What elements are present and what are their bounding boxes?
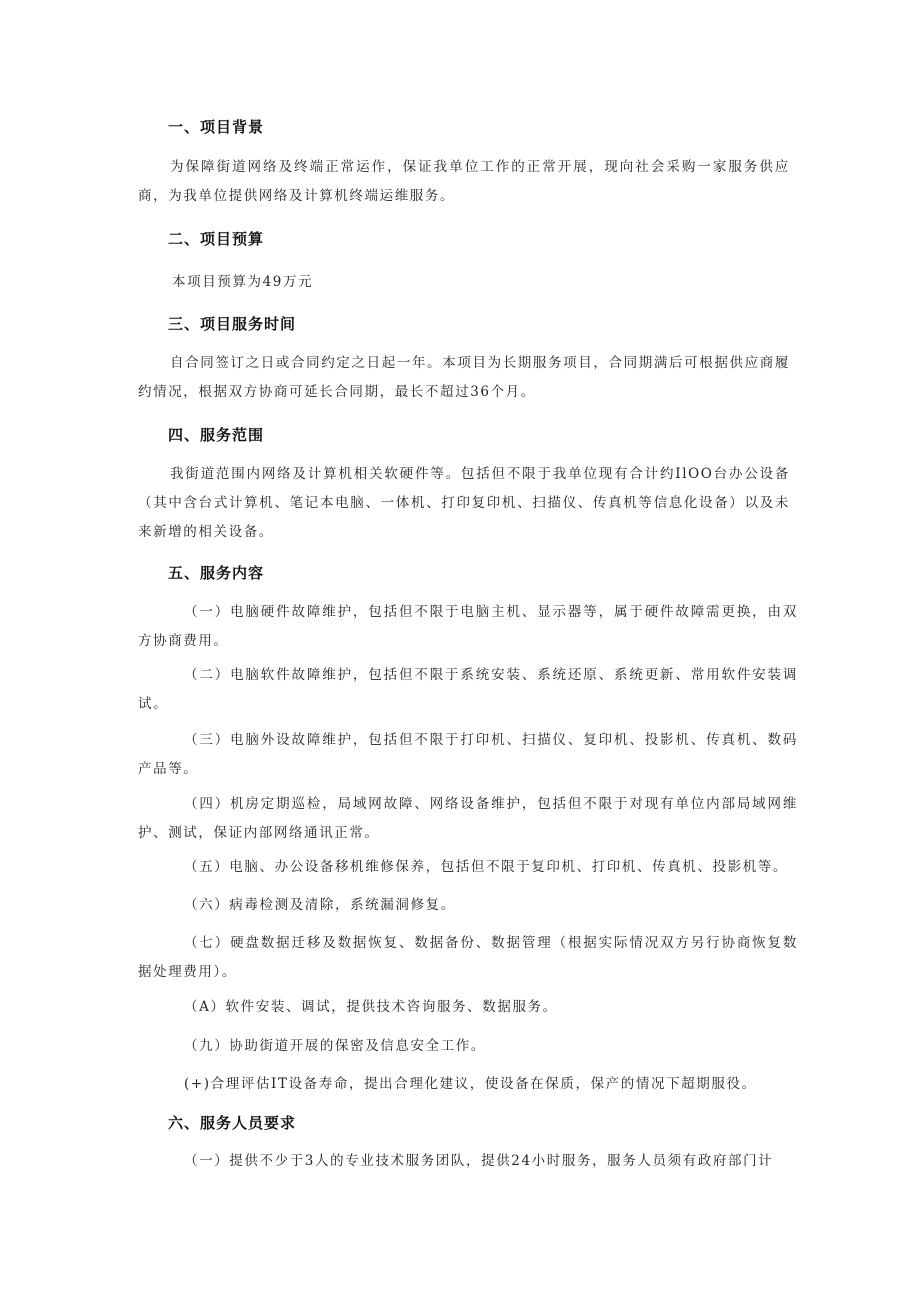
list-item: （七）硬盘数据迁移及数据恢复、数据备份、数据管理（根据实际情况双方另行协商恢复数据处理费用）。 bbox=[138, 935, 798, 980]
list-item: (+)合理评估IT设备寿命，提出合理化建议，使设备在保质，保产的情况下超期服役。 bbox=[184, 1076, 757, 1092]
paragraph-budget: 本项目预算为49万元 bbox=[172, 274, 314, 290]
section-heading-service-time: 三、项目服务时间 bbox=[168, 315, 297, 333]
section-heading-budget: 二、项目预算 bbox=[168, 230, 265, 248]
list-item: （一）电脑硬件故障维护，包括但不限于电脑主机、显示器等，属于硬件故障需更换，由双方协商费用。 bbox=[138, 604, 798, 649]
paragraph-service-scope: 我街道范围内网络及计算机相关软硬件等。包括但不限于我单位现有合计约IlOO台办公设备（其中含台式计算机、笔记本电脑、一体机、打印复印机、扫描仪、传真机等信息化设备）以及未来新增的相关设备。 bbox=[138, 466, 790, 540]
section-heading-service-scope: 四、服务范围 bbox=[168, 426, 265, 444]
list-item: （六）病毒检测及清除，系统漏洞修复。 bbox=[184, 897, 456, 913]
section-heading-staff-requirements: 六、服务人员要求 bbox=[168, 1114, 297, 1132]
paragraph-background: 为保障街道网络及终端正常运作，保证我单位工作的正常开展，现向社会采购一家服务供应商，为我单位提供网络及计算机终端运维服务。 bbox=[138, 159, 790, 204]
section-heading-service-content: 五、服务内容 bbox=[168, 564, 265, 582]
list-item: （九）协助街道开展的保密及信息安全工作。 bbox=[184, 1038, 486, 1054]
paragraph-service-time: 自合同签订之日或合同约定之日起一年。本项目为长期服务项目，合同期满后可根据供应商履约情况，根据双方协商可延长合同期，最长不超过36个月。 bbox=[138, 355, 790, 400]
list-item: （三）电脑外设故障维护，包括但不限于打印机、扫描仪、复印机、投影机、传真机、数码产品等。 bbox=[138, 732, 798, 777]
list-item: （五）电脑、办公设备移机维修保养，包括但不限于复印机、打印机、传真机、投影机等。 bbox=[184, 859, 788, 875]
list-item: （二）电脑软件故障维护，包括但不限于系统安装、系统还原、系统更新、常用软件安装调试。 bbox=[138, 667, 798, 712]
section-heading-background: 一、项目背景 bbox=[168, 118, 265, 136]
list-item: （四）机房定期巡检，局域网故障、网络设备维护，包括但不限于对现有单位内部局域网维护、测试，保证内部网络通讯正常。 bbox=[138, 796, 798, 841]
list-item: （A）软件安装、调试，提供技术咨询服务、数据服务。 bbox=[184, 999, 558, 1015]
list-item: （一）提供不少于3人的专业技术服务团队，提供24小时服务，服务人员须有政府部门计 bbox=[184, 1153, 774, 1169]
